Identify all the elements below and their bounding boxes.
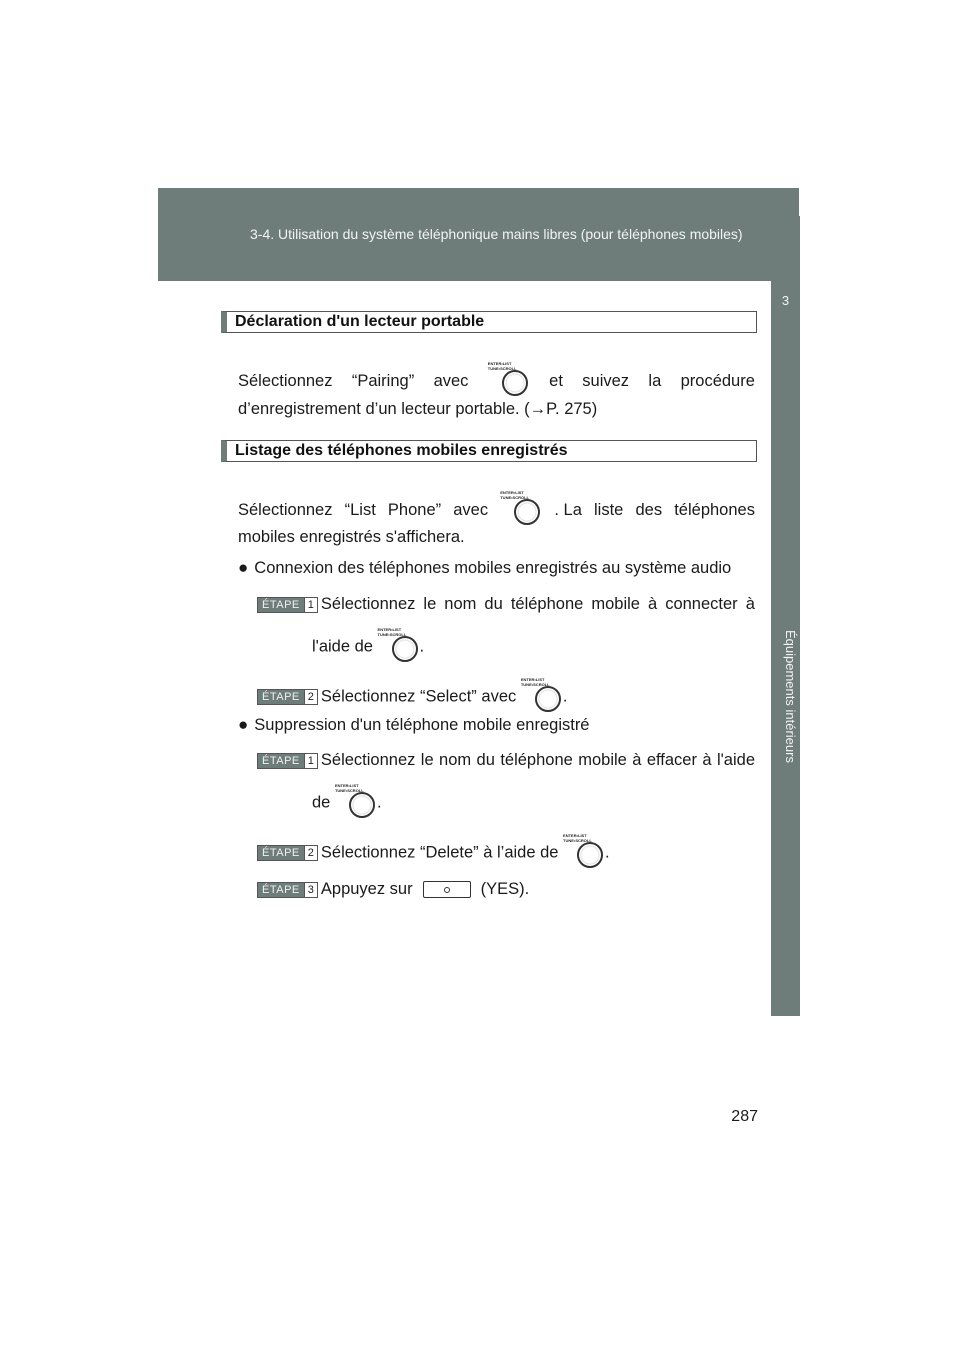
connect-step1-line2 (312, 628, 424, 666)
knob-label: ENTER•LIST (377, 627, 402, 632)
word: avec (453, 500, 489, 519)
step-word: ÉTAPE (258, 598, 304, 612)
bullet-text: Connexion des téléphones mobiles enregistrés au système audio (254, 559, 732, 577)
page-number: 287 (731, 1108, 758, 1125)
word: à (632, 751, 642, 769)
pairing-instruction-line1 (238, 362, 755, 400)
enter-list-knob-icon (500, 491, 542, 529)
word: “List (344, 500, 376, 519)
knob-label: ENTER•LIST (487, 361, 512, 366)
step-number: 2 (304, 690, 317, 704)
enter-list-knob-icon (521, 678, 563, 716)
word: téléphone (510, 595, 584, 613)
delete-step1-line2 (312, 784, 382, 822)
step-text: de (312, 793, 331, 812)
step-text: . (605, 843, 610, 862)
bullet-text: Suppression d'un téléphone mobile enregistré (254, 716, 590, 734)
word: à (647, 595, 658, 613)
step-number: 1 (304, 754, 317, 768)
step-text: . (419, 637, 425, 656)
word: à (702, 751, 712, 769)
step-badge (257, 689, 318, 705)
word: Sélectionnez (320, 751, 416, 769)
knob-label: TUNE•SCROLL (487, 365, 517, 371)
step-number: 3 (304, 883, 317, 897)
word: suivez (582, 371, 630, 390)
step-text: Sélectionnez “Delete” à l’aide de (320, 843, 559, 862)
word: l'aide (716, 751, 755, 769)
step-text: Sélectionnez “Select” avec (320, 687, 517, 706)
word: le (420, 751, 434, 769)
step-word: ÉTAPE (258, 690, 304, 704)
word: procédure (680, 371, 755, 390)
delete-step2 (257, 834, 610, 872)
word: effacer (646, 751, 697, 769)
side-tab-number: 3 (781, 293, 790, 308)
word: mobile (591, 595, 640, 613)
word: Sélectionnez (238, 500, 333, 519)
word: à (745, 595, 755, 613)
word: connecter (665, 595, 738, 613)
word: du (484, 595, 503, 613)
delete-step1-line1 (257, 751, 755, 770)
step-badge (257, 882, 318, 898)
knob-label: TUNE•SCROLL (563, 837, 592, 843)
word: mobile (578, 751, 627, 769)
enter-list-knob-icon (335, 784, 377, 822)
enter-list-knob-icon (488, 362, 530, 400)
step-word: ÉTAPE (258, 754, 304, 768)
side-tab-label: Équipements intérieurs (783, 630, 798, 763)
step-word: ÉTAPE (258, 883, 304, 897)
bullet-icon: ● (238, 558, 249, 577)
bullet-delete (238, 715, 590, 735)
bullet-icon: ● (238, 715, 249, 734)
step-badge (257, 597, 318, 613)
knob-label: TUNE•SCROLL (334, 787, 364, 793)
step-text: . (562, 687, 568, 706)
step-word: ÉTAPE (258, 846, 304, 860)
word: “Pairing” (351, 371, 415, 390)
connect-step2 (257, 678, 567, 716)
section-title-list-phones: Listage des téléphones mobiles enregistrés (221, 440, 757, 462)
step-badge (257, 845, 318, 861)
knob-label: TUNE•SCROLL (377, 631, 407, 637)
yes-button-icon (423, 881, 471, 898)
word: avec (433, 371, 469, 390)
word: téléphones (674, 500, 755, 519)
side-tab (771, 216, 800, 1016)
word: nom (439, 751, 472, 769)
knob-label: TUNE•SCROLL (500, 494, 529, 500)
word: du (476, 751, 495, 769)
knob-label: ENTER•LIST (563, 833, 587, 838)
bullet-connect (238, 558, 731, 578)
word: nom (444, 595, 477, 613)
word: des (635, 500, 663, 519)
connect-step1-line1 (257, 595, 755, 614)
list-instruction-line2: mobiles enregistrés s'affichera. (238, 528, 465, 546)
pairing-instruction-line2: d’enregistrement d’un lecteur portable. (→P. 275) (238, 400, 598, 418)
step-text: l'aide de (312, 637, 373, 656)
knob-label: TUNE•SCROLL (520, 681, 550, 687)
list-instruction-line1 (238, 491, 755, 529)
knob-label: ENTER•LIST (520, 677, 545, 682)
step-text: Appuyez sur (320, 880, 413, 898)
step-text: (YES). (480, 880, 530, 898)
word: téléphone (500, 751, 573, 769)
word: . La (554, 500, 582, 519)
word: Sélectionnez (320, 595, 416, 613)
step-text: . (376, 793, 382, 812)
enter-list-knob-icon (563, 834, 605, 872)
word: et (549, 371, 563, 390)
word: Sélectionnez (238, 371, 333, 390)
step-number: 2 (304, 846, 317, 860)
enter-list-knob-icon (378, 628, 420, 666)
section-title-pairing: Déclaration d'un lecteur portable (221, 311, 757, 333)
chapter-heading: 3-4. Utilisation du système téléphonique mains libres (pour téléphones mobiles) (250, 226, 743, 242)
word: liste (594, 500, 624, 519)
knob-label: ENTER•LIST (334, 783, 359, 788)
step-number: 1 (304, 598, 317, 612)
step-badge (257, 753, 318, 769)
word: Phone” (387, 500, 442, 519)
delete-step3 (257, 880, 529, 899)
word: la (648, 371, 662, 390)
word: le (423, 595, 437, 613)
knob-label: ENTER•LIST (500, 490, 524, 495)
